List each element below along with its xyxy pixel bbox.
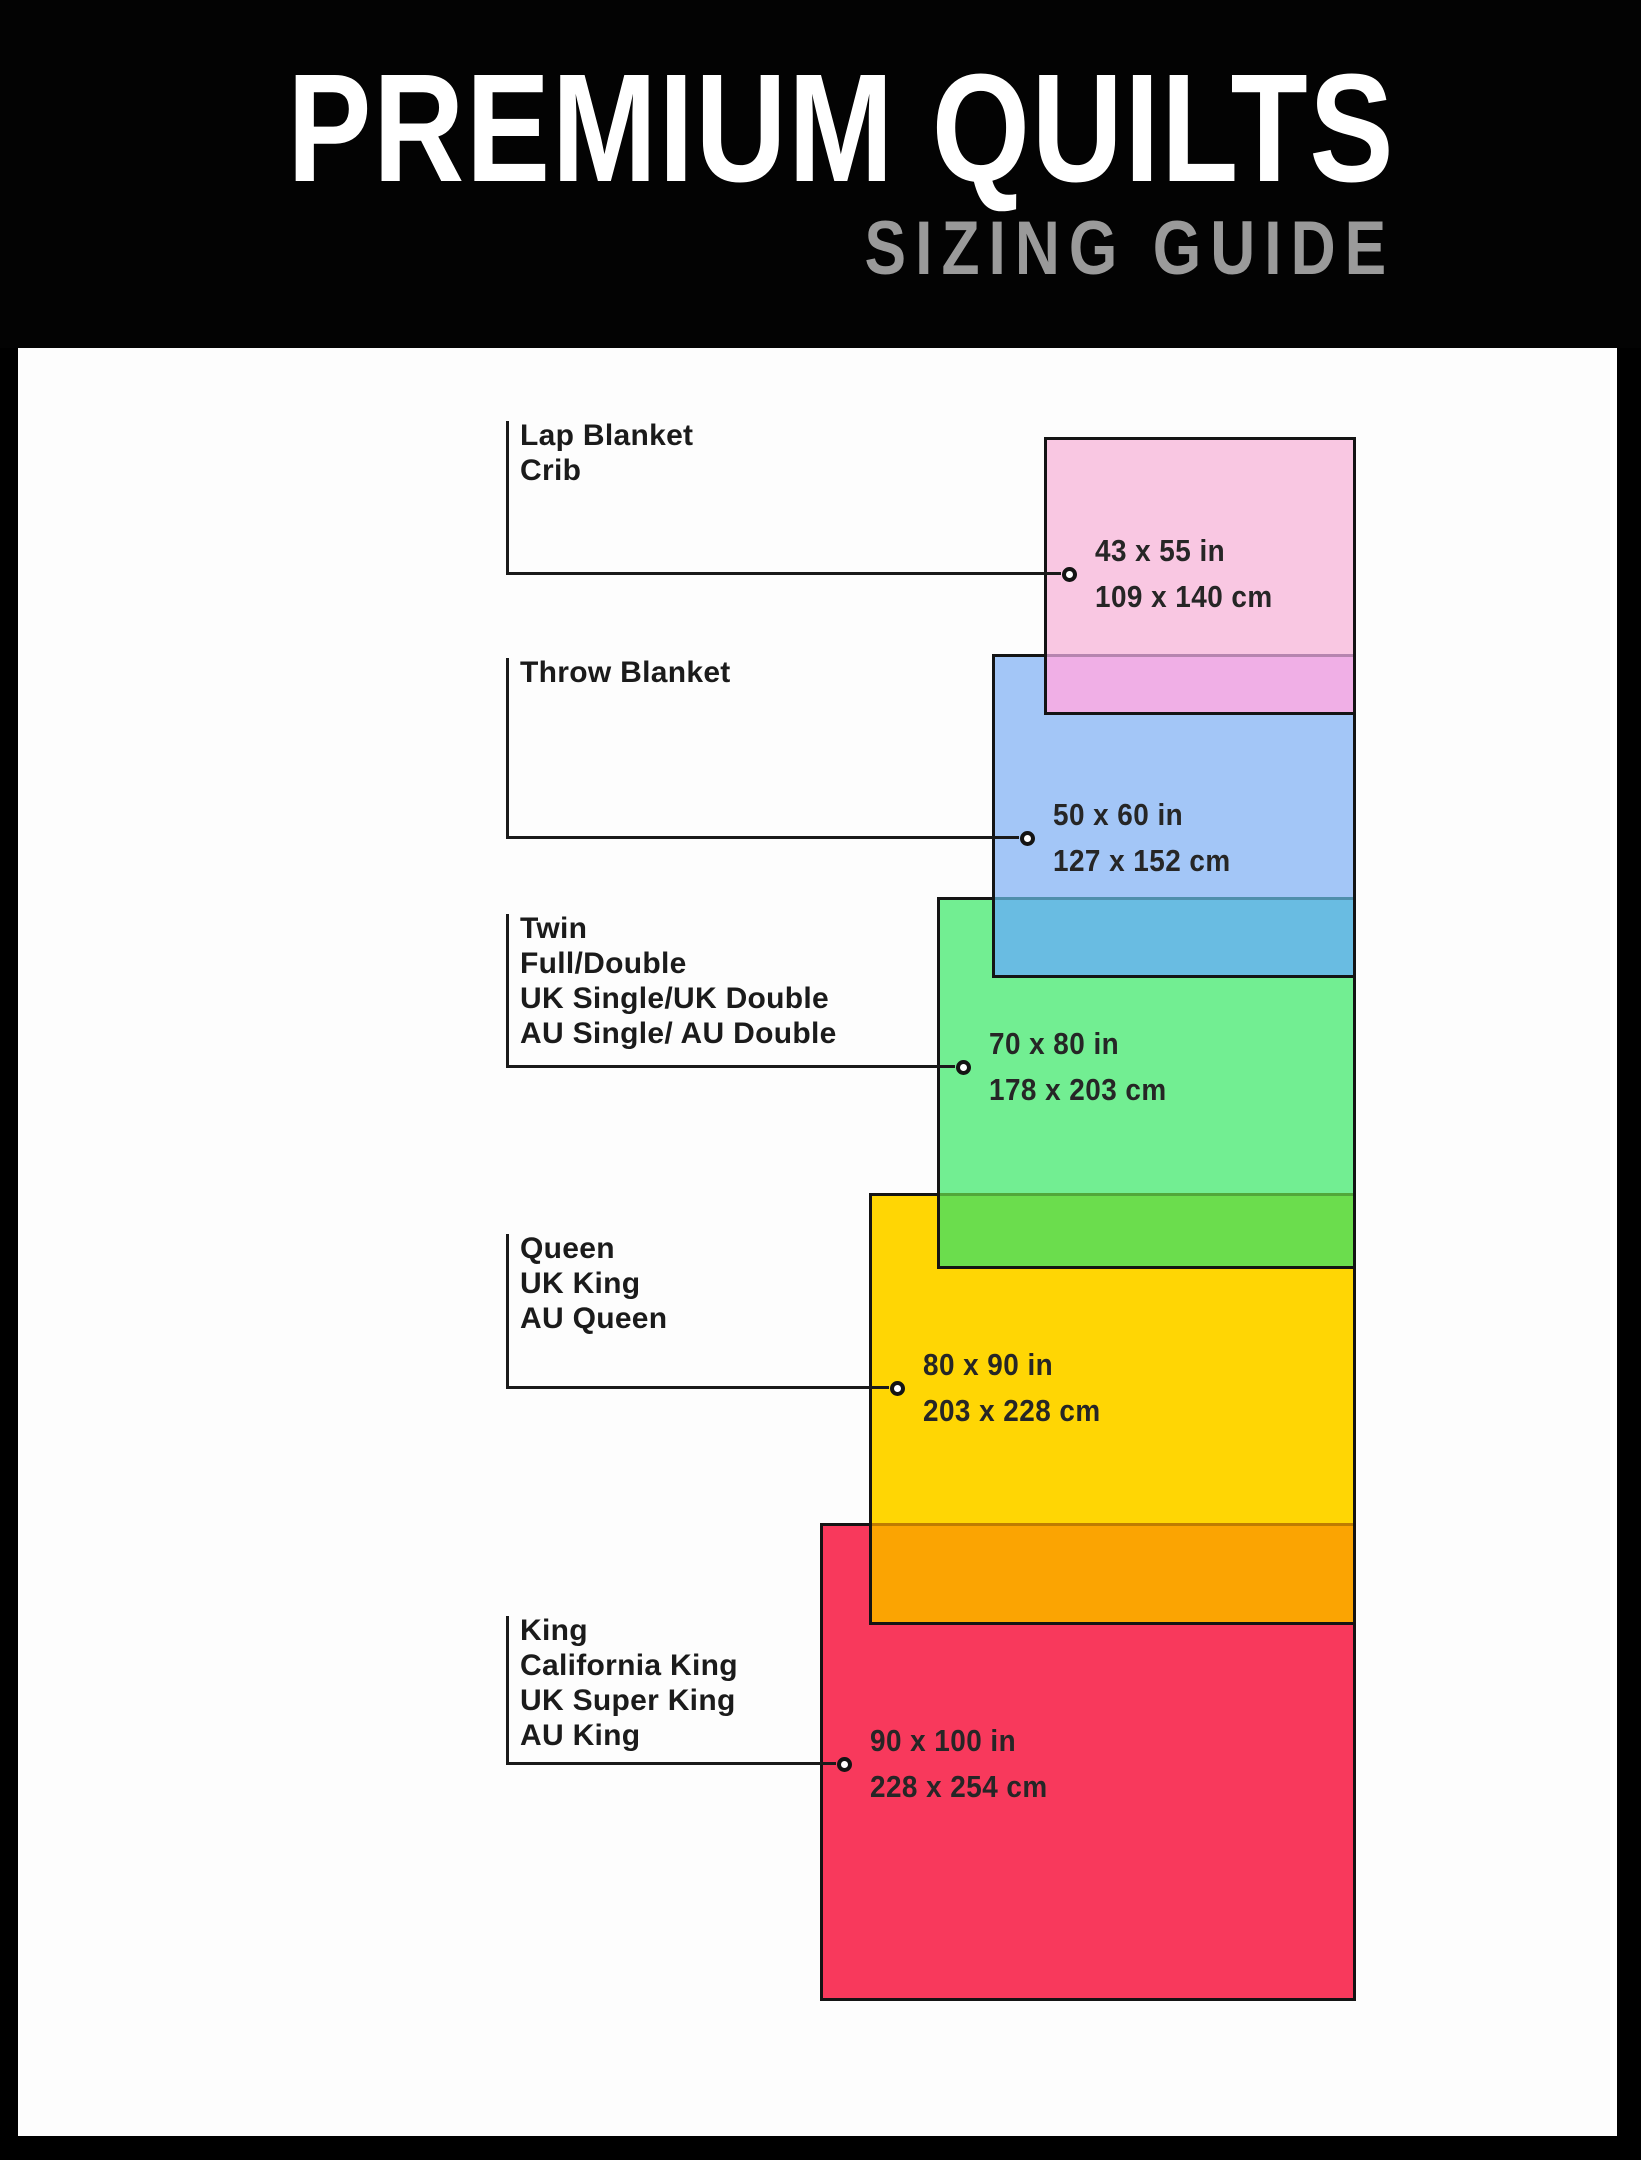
size-label-group-queen bbox=[520, 1231, 667, 1336]
label-bracket-throw-blanket bbox=[506, 658, 509, 838]
dim-text-twin-full-double bbox=[989, 1021, 1167, 1113]
size-label: Lap Blanket bbox=[520, 419, 694, 452]
label-bracket-lap-blanket-crib bbox=[506, 421, 509, 574]
leader-line-queen bbox=[506, 1386, 889, 1389]
leader-line-lap-blanket-crib bbox=[506, 572, 1061, 575]
dim-inches: 80 x 90 in bbox=[923, 1347, 1054, 1382]
size-label-group-lap-blanket-crib bbox=[520, 418, 693, 488]
size-label-group-twin-full-double bbox=[520, 911, 837, 1051]
size-label: Queen bbox=[520, 1232, 615, 1265]
dim-cm: 203 x 228 cm bbox=[923, 1393, 1101, 1428]
dim-cm: 228 x 254 cm bbox=[870, 1769, 1048, 1804]
leader-line-twin-full-double bbox=[506, 1065, 955, 1068]
dim-cm: 178 x 203 cm bbox=[989, 1072, 1167, 1107]
dim-inches: 50 x 60 in bbox=[1053, 797, 1184, 832]
dim-inches: 70 x 80 in bbox=[989, 1026, 1120, 1061]
size-label: AU Single/ AU Double bbox=[520, 1017, 837, 1050]
leader-line-king bbox=[506, 1762, 836, 1765]
label-bracket-twin-full-double bbox=[506, 914, 509, 1067]
leader-dot-throw-blanket bbox=[1020, 831, 1035, 846]
dim-inches: 90 x 100 in bbox=[870, 1723, 1017, 1758]
size-label-group-king bbox=[520, 1613, 738, 1753]
leader-dot-king bbox=[837, 1757, 852, 1772]
size-label: California King bbox=[520, 1649, 738, 1682]
overlap-tint-throw-blanket bbox=[995, 897, 1353, 975]
dim-text-lap-blanket-crib bbox=[1095, 528, 1273, 620]
label-bracket-queen bbox=[506, 1234, 509, 1388]
overlap-tint-queen bbox=[872, 1523, 1353, 1622]
leader-dot-queen bbox=[890, 1381, 905, 1396]
dim-text-queen bbox=[923, 1342, 1101, 1434]
size-label: Twin bbox=[520, 912, 588, 945]
overlap-tint-twin-full-double bbox=[940, 1193, 1353, 1266]
page-title: PREMIUM QUILTS bbox=[287, 42, 1395, 214]
leader-dot-twin-full-double bbox=[956, 1060, 971, 1075]
label-bracket-king bbox=[506, 1616, 509, 1764]
size-label: Throw Blanket bbox=[520, 656, 731, 689]
size-label-group-throw-blanket bbox=[520, 655, 731, 690]
leader-dot-lap-blanket-crib bbox=[1062, 567, 1077, 582]
dim-cm: 127 x 152 cm bbox=[1053, 843, 1231, 878]
size-label: UK Super King bbox=[520, 1684, 736, 1717]
size-label: King bbox=[520, 1614, 588, 1647]
page-subtitle: SIZING GUIDE bbox=[864, 206, 1395, 291]
size-label: UK Single/UK Double bbox=[520, 982, 830, 1015]
size-label: AU King bbox=[520, 1719, 641, 1752]
dim-inches: 43 x 55 in bbox=[1095, 533, 1226, 568]
overlap-tint-lap-blanket-crib bbox=[1047, 654, 1353, 712]
dim-cm: 109 x 140 cm bbox=[1095, 579, 1273, 614]
size-label: UK King bbox=[520, 1267, 641, 1300]
size-label: AU Queen bbox=[520, 1302, 668, 1335]
leader-line-throw-blanket bbox=[506, 836, 1019, 839]
dim-text-king bbox=[870, 1718, 1048, 1810]
dim-text-throw-blanket bbox=[1053, 792, 1231, 884]
size-label: Crib bbox=[520, 454, 582, 487]
size-label: Full/Double bbox=[520, 947, 687, 980]
